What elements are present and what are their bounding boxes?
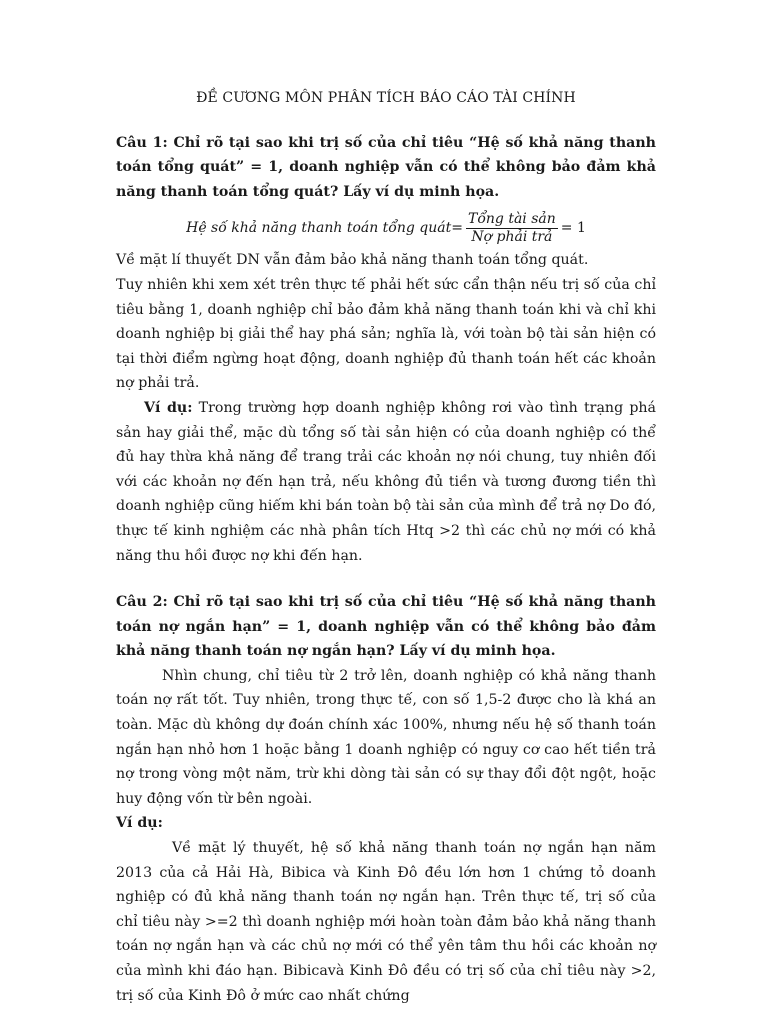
q1-example-paragraph <box>116 396 656 568</box>
question-2-heading: Câu 2: Chỉ rõ tại sao khi trị số của chỉ tiêu “Hệ số khả năng thanh toán nợ ngắn hạn” = 1, doanh nghiệp vẫn có thể không bảo đảm khả năng thanh toán nợ ngắn hạn? Lấy ví dụ minh họa. <box>116 594 656 660</box>
formula-denominator: Nợ phải trả <box>471 228 553 245</box>
formula-result: = 1 <box>560 220 586 237</box>
q1-example-label: Ví dụ: <box>144 399 193 416</box>
q2-paragraph-1: Nhìn chung, chỉ tiêu từ 2 trở lên, doanh nghiệp có khả năng thanh toán nợ rất tốt. Tuy nhiên, trong thực tế, con số 1,5-2 được cho là khá an toàn. Mặc dù không dự đoán chính xác 100%, nhưng nếu hệ số thanh toán ngắn hạn nhỏ hơn 1 hoặc bằng 1 doanh nghiệp có nguy cơ cao hết tiền trả nợ trong vòng một năm, trừ khi dòng tài sản có sự thay đổi đột ngột, hoặc huy động vốn từ bên ngoài. <box>116 667 656 807</box>
q1-paragraph-1: Về mặt lí thuyết DN vẫn đảm bảo khả năng thanh toán tổng quát. <box>116 252 589 269</box>
q1-example-text: Trong trường hợp doanh nghiệp không rơi vào tình trạng phá sản hay giải thể, mặc dù tổng số tài sản hiện có của doanh nghiệp có thể đủ hay thừa khả năng để trang trải các khoản nợ nói chung, tuy nhiên đối với các khoản nợ đến hạn trả, nếu không đủ tiền và tương đương tiền thì doanh nghiệp cũng hiếm khi bán toàn bộ tài sản của mình để trả nợ Do đó, thực tế kinh nghiệm các nhà phân tích Htq >2 thì các chủ nợ mới có khả năng thu hồi được nợ khi đến hạn. <box>116 399 656 564</box>
q2-paragraph-2: Về mặt lý thuyết, hệ số khả năng thanh toán nợ ngắn hạn năm 2013 của cả Hải Hà, Bibica và Kinh Đô đều lớn hơn 1 chứng tỏ doanh nghiệp có đủ khả năng thanh toán nợ ngắn hạn. Trên thực tế, trị số của chỉ tiêu này >=2 thì doanh nghiệp mới hoàn toàn đảm bảo khả năng thanh toán nợ ngắn hạn và các chủ nợ mới có thể yên tâm thu hồi các khoản nợ của mình khi đáo hạn. Bibicavà Kinh Đô đều có trị số của chỉ tiêu này >2, trị số của Kinh Đô ở mức cao nhất chứng <box>116 840 656 1004</box>
formula <box>116 208 656 248</box>
question-1-heading: Câu 1: Chỉ rõ tại sao khi trị số của chỉ tiêu “Hệ số khả năng thanh toán tổng quát” = 1, doanh nghiệp vẫn có thể không bảo đảm khả năng thanh toán tổng quát? Lấy ví dụ minh họa. <box>116 134 656 200</box>
formula-lhs: Hệ số khả năng thanh toán tổng quát <box>186 220 452 237</box>
formula-fraction <box>466 211 558 246</box>
formula-numerator: Tổng tài sản <box>468 210 556 227</box>
formula-equals: = <box>451 220 463 237</box>
q1-paragraph-2: Tuy nhiên khi xem xét trên thực tế phải hết sức cẩn thận nếu trị số của chỉ tiêu bằng 1, doanh nghiệp chỉ bảo đảm khả năng thanh toán khi và chỉ khi doanh nghiệp bị giải thể hay phá sản; nghĩa là, với toàn bộ tài sản hiện có tại thời điểm ngừng hoạt động, doanh nghiệp đủ thanh toán hết các khoản nợ phải trả. <box>116 276 656 392</box>
document-page <box>116 80 656 1008</box>
document-title: ĐỀ CƯƠNG MÔN PHÂN TÍCH BÁO CÁO TÀI CHÍNH <box>196 90 576 106</box>
q2-example-label: Ví dụ: <box>116 815 163 832</box>
